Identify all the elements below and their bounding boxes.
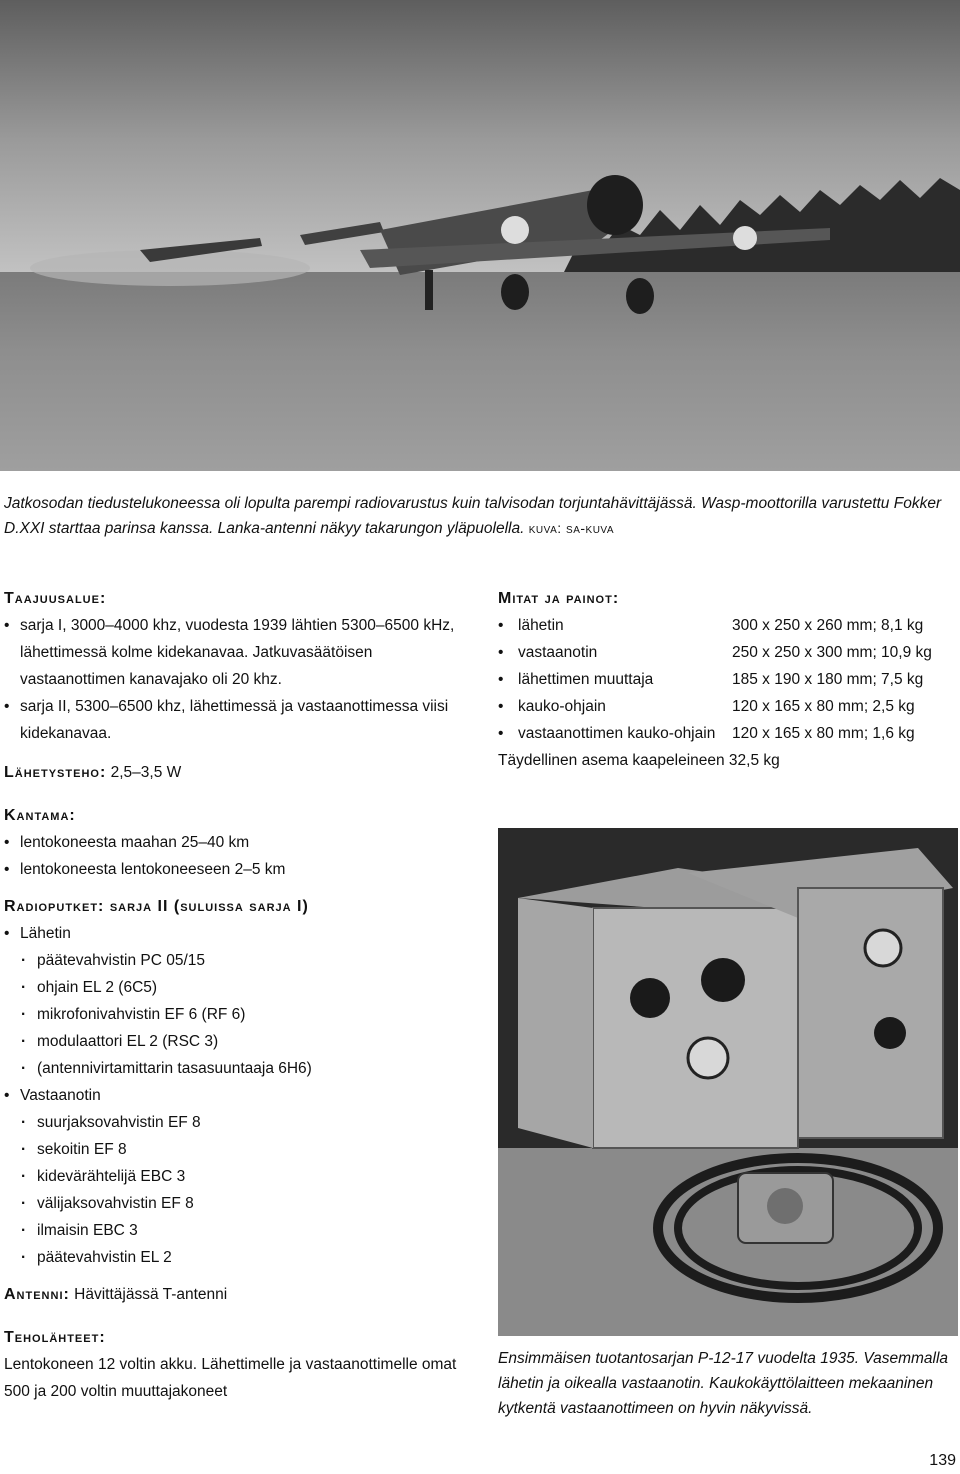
spec-value: 120 x 165 x 80 mm; 2,5 kg [732, 698, 915, 715]
list-item: · suurjaksovahvistin EF 8 [4, 1109, 474, 1136]
radioputket-section [4, 893, 474, 1271]
antenni-value: Hävittäjässä T-antenni [74, 1286, 228, 1303]
list-item: · mikrofonivahvistin EF 6 (RF 6) [4, 1001, 474, 1028]
list-item: • Vastaanotin [4, 1082, 474, 1109]
list-item: • Lähetin [4, 920, 474, 947]
right-column [498, 585, 956, 774]
list-item: · päätevahvistin EL 2 [4, 1244, 474, 1271]
spec-name: • vastaanotin [518, 644, 598, 661]
list-item: · kidevärähtelijä EBC 3 [4, 1163, 474, 1190]
spec-row [498, 639, 956, 666]
spec-name: • lähetin [518, 617, 564, 634]
spec-row [498, 666, 956, 693]
kantama-heading: Kantama: [4, 807, 76, 824]
photo-credit: kuva: sa-kuva [528, 520, 615, 536]
kantama-section [4, 802, 474, 883]
top-caption-text: Jatkosodan tiedustelukoneessa oli lopulta parempi radiovarustus kuin talvisodan torjuntahävittäjässä. Wasp-moottorilla varustettu Fokker D.XXI starttaa parinsa kanssa. Lanka-antenni näkyy takarungon yläpuolella. [4, 495, 942, 537]
list-item: • sarja I, 3000–4000 khz, vuodesta 1939 lähtien 5300–6500 kHz, lähettimessä kolme kidekanavaa. Jatkuvasäätöisen vastaanottimen kanavajako oli 20 khz. [4, 612, 474, 693]
list-item: · (antennivirtamittarin tasasuuntaaja 6H6) [4, 1055, 474, 1082]
list-item: • lentokoneesta maahan 25–40 km [4, 829, 474, 856]
list-item: • lentokoneesta lentokoneeseen 2–5 km [4, 856, 474, 883]
spec-value: 185 x 190 x 180 mm; 7,5 kg [732, 671, 924, 688]
teholahteet-heading: Teholähteet: [4, 1329, 106, 1346]
list-item: · välijaksovahvistin EF 8 [4, 1190, 474, 1217]
mitat-total: Täydellinen asema kaapeleineen 32,5 kg [498, 752, 780, 769]
list-item: · sekoitin EF 8 [4, 1136, 474, 1163]
radio-equipment-photo [498, 828, 958, 1336]
bottom-caption: Ensimmäisen tuotantosarjan P-12-17 vuodelta 1935. Vasemmalla lähetin ja oikealla vastaanotin. Kaukokäyttölaitteen mekaaninen kytkentä vastaanottimeen on hyvin näkyvissä. [498, 1350, 949, 1417]
taajuusalue-section [4, 585, 474, 747]
mitat-heading: Mitat ja painot: [498, 590, 620, 607]
spec-row [498, 612, 956, 639]
top-caption [4, 491, 950, 541]
spec-row [498, 693, 956, 720]
spec-name: • vastaanottimen kauko-ohjain [518, 725, 716, 742]
spec-value: 250 x 250 x 300 mm; 10,9 kg [732, 644, 932, 661]
list-item: • sarja II, 5300–6500 khz, lähettimessä ja vastaanottimessa viisi kidekanavaa. [4, 693, 474, 747]
radioputket-heading: Radioputket: sarja II (suluissa sarja I) [4, 898, 309, 915]
left-column [4, 585, 474, 1405]
page-number: 139 [929, 1452, 956, 1469]
spec-value: 120 x 165 x 80 mm; 1,6 kg [732, 725, 915, 742]
teholahteet-text: Lentokoneen 12 voltin akku. Lähettimelle ja vastaanottimelle omat 500 ja 200 voltin muuttajakoneet [4, 1356, 457, 1400]
antenni-section [4, 1281, 474, 1308]
spec-name: • lähettimen muuttaja [518, 671, 654, 688]
list-item: · ohjain EL 2 (6C5) [4, 974, 474, 1001]
list-item: · päätevahvistin PC 05/15 [4, 947, 474, 974]
aircraft-photo [0, 0, 960, 471]
antenni-heading: Antenni: [4, 1286, 70, 1303]
spec-value: 300 x 250 x 260 mm; 8,1 kg [732, 617, 924, 634]
spec-name: • kauko-ohjain [518, 698, 606, 715]
taajuusalue-heading: Taajuusalue: [4, 590, 107, 607]
list-item: · ilmaisin EBC 3 [4, 1217, 474, 1244]
teholahteet-section [4, 1324, 474, 1405]
lahetysteho-value: 2,5–3,5 W [110, 764, 182, 781]
lahetysteho-section [4, 759, 474, 786]
lahetysteho-heading: Lähetysteho: [4, 764, 107, 781]
spec-row [498, 720, 956, 747]
list-item: · modulaattori EL 2 (RSC 3) [4, 1028, 474, 1055]
